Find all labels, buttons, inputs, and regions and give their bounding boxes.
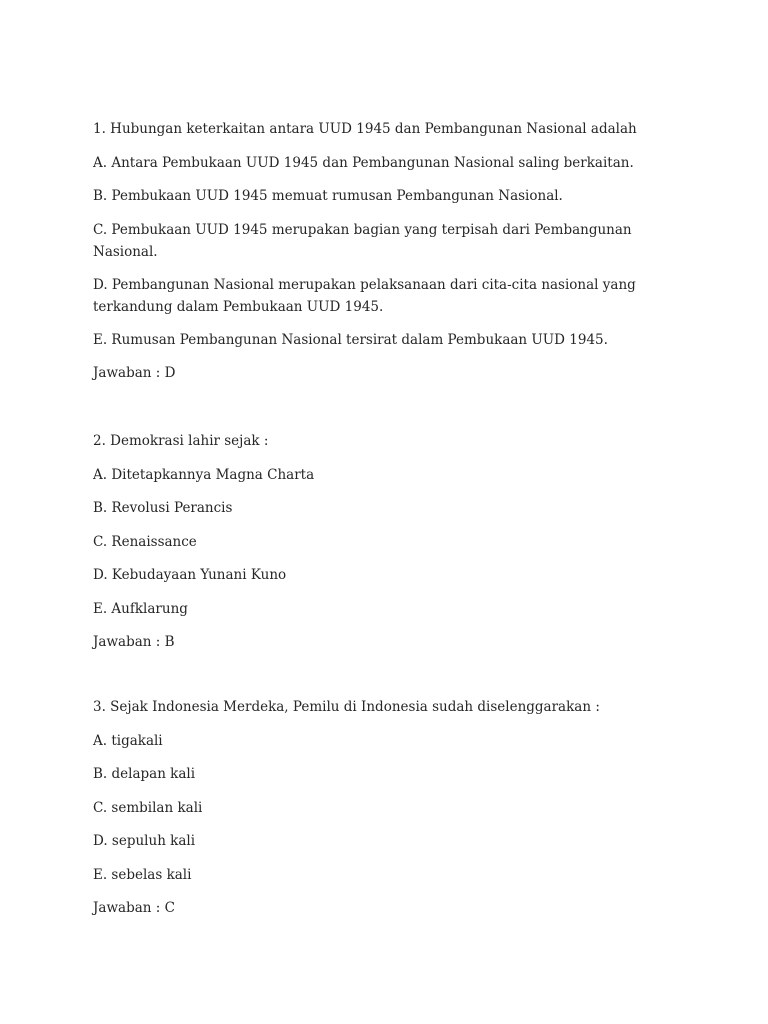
question-3 <box>93 696 693 931</box>
option-b: B. Pembukaan UUD 1945 memuat rumusan Pembangunan Nasional. <box>93 188 563 204</box>
option-e: E. sebelas kali <box>93 866 192 883</box>
answer-text: Jawaban : C <box>93 900 175 916</box>
option-e: E. Aufklarung <box>93 600 188 617</box>
option-d: D. Pembangunan Nasional merupakan pelaksanaan dari cita-cita nasional yang terkandung dalam Pembukaan UUD 1945. <box>93 276 636 315</box>
option-c: C. Pembukaan UUD 1945 merupakan bagian yang terpisah dari Pembangunan Nasional. <box>93 221 632 260</box>
option-c: C. sembilan kali <box>93 799 203 816</box>
option-d: D. sepuluh kali <box>93 833 196 849</box>
option-c: C. Renaissance <box>93 533 197 550</box>
option-a: A. Ditetapkannya Magna Charta <box>93 466 315 483</box>
question-2 <box>93 430 693 665</box>
answer-text: Jawaban : B <box>93 634 175 650</box>
question-prompt: 2. Demokrasi lahir sejak : <box>93 433 269 449</box>
answer-text: Jawaban : D <box>93 365 176 381</box>
option-e: E. Rumusan Pembangunan Nasional tersirat dalam Pembukaan UUD 1945. <box>93 331 608 348</box>
option-b: B. Revolusi Perancis <box>93 500 233 516</box>
option-a: A. tigakali <box>93 732 163 749</box>
question-prompt: 3. Sejak Indonesia Merdeka, Pemilu di Indonesia sudah diselenggarakan : <box>93 699 600 715</box>
question-prompt: 1. Hubungan keterkaitan antara UUD 1945 dan Pembangunan Nasional adalah <box>93 121 637 137</box>
question-1 <box>93 118 693 396</box>
option-a: A. Antara Pembukaan UUD 1945 dan Pembangunan Nasional saling berkaitan. <box>93 154 634 171</box>
option-d: D. Kebudayaan Yunani Kuno <box>93 567 287 583</box>
option-b: B. delapan kali <box>93 766 196 782</box>
